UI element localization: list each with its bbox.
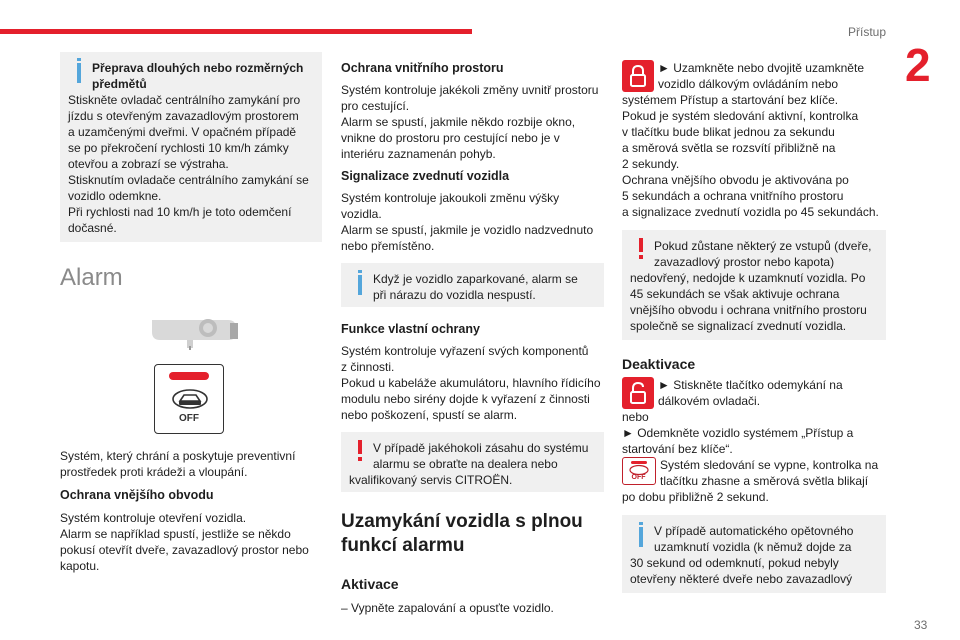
self-line: nebo poškození, spustí se alarm. xyxy=(341,408,518,422)
lift-line: vozidla. xyxy=(341,207,382,221)
chapter-number: 2 xyxy=(905,39,931,91)
off-line: tlačítku zhasne a směrová světla blikají xyxy=(660,474,869,488)
info-line: otevřeny některé dveře nebo zavazadlový xyxy=(630,572,853,586)
indicator-led xyxy=(169,372,209,380)
note-line: otevřou a zobrazí se výstraha. xyxy=(68,157,229,171)
warn-line: zavazadlový prostor nebo kapota) xyxy=(654,255,835,269)
lock-line: systémem Přístup a startování bez klíče. xyxy=(622,93,839,107)
activation-step: – Vypněte zapalování a opusťte vozidlo. xyxy=(341,601,554,615)
car-shield-icon xyxy=(171,387,209,411)
info-line: při nárazu do vozidla nespustí. xyxy=(373,288,536,302)
info-icon xyxy=(639,522,643,525)
deact-line: nebo xyxy=(622,410,649,424)
note-line: Stisknutím ovladače centrálního zamykání se xyxy=(68,173,309,187)
info-icon xyxy=(358,270,362,273)
warning-note-open-entry xyxy=(622,230,886,340)
lock-button-icon xyxy=(622,60,654,92)
outer-line: Alarm se například spustí, jestliže se někdo xyxy=(60,527,291,541)
warning-icon xyxy=(637,238,645,260)
lock-line: a směrová světla se rozsvítí přibližně na xyxy=(622,141,836,155)
off-small-label: OFF xyxy=(631,474,646,481)
lock-line: v tlačítku bude blikat jednou za sekundu xyxy=(622,125,835,139)
open-padlock-icon xyxy=(622,377,654,409)
lock-line: 2 sekundy. xyxy=(622,157,680,171)
lift-line: Alarm se spustí, jakmile je vozidlo nadzvednuto xyxy=(341,223,594,237)
note-line: dočasné. xyxy=(68,221,117,235)
info-icon xyxy=(77,58,81,61)
warn-line: alarmu se obraťte na dealera nebo xyxy=(373,457,558,471)
alarm-button-illustration xyxy=(60,364,322,438)
intro-line: Systém, který chrání a poskytuje preventivní xyxy=(60,449,296,463)
inner-line: Alarm se spustí, jakmile někdo rozbije okno, xyxy=(341,115,576,129)
alarm-off-button xyxy=(154,364,224,434)
warn-line: 45 sekundách se však aktivuje ochrana xyxy=(630,287,840,301)
note-line: se po překročení rychlosti 10 km/h zámky xyxy=(68,141,289,155)
note-line: a uzamčenými dveřmi. V opačném případě xyxy=(68,125,297,139)
outer-protection-heading: Ochrana vnějšího obvodu xyxy=(60,488,214,502)
self-protection-heading: Funkce vlastní ochrany xyxy=(341,322,480,336)
column-2 xyxy=(341,60,604,616)
warning-icon xyxy=(356,440,364,462)
off-line: po dobu přibližně 2 sekund. xyxy=(622,490,769,504)
lift-line: nebo přemístěno. xyxy=(341,239,435,253)
note-line: jízdu s otevřeným zavazadlovým prostorem xyxy=(68,109,299,123)
inner-line: pro cestující. xyxy=(341,99,410,113)
mirror-sensor-icon xyxy=(60,310,322,354)
warn-line: V případě jakéhokoli zásahu do systému xyxy=(373,441,589,455)
warn-line: vnějšího obvodu i ochrana vnitřního prostoru xyxy=(630,303,867,317)
info-note-relock xyxy=(622,515,886,593)
self-line: Systém kontroluje vyřazení svých komponentů xyxy=(341,344,589,358)
lock-line: Ochrana vnějšího obvodu je aktivována po xyxy=(622,173,849,187)
self-line: Pokud u kabeláže akumulátoru, hlavního řídicího xyxy=(341,376,601,390)
alarm-off-small-icon xyxy=(622,457,656,485)
lift-line: Systém kontroluje jakoukoli změnu výšky xyxy=(341,191,560,205)
deact-line: ► Odemkněte vozidlo systémem „Přístup a xyxy=(622,426,854,440)
deactivation-heading: Deaktivace xyxy=(622,356,696,372)
outer-line: Systém kontroluje otevření vozidla. xyxy=(60,511,247,525)
outer-line: kapotu. xyxy=(60,559,100,573)
note-line: Stiskněte ovladač centrálního zamykání pro xyxy=(68,93,301,107)
note-line: vozidlo odemkne. xyxy=(68,189,162,203)
deact-step: dálkovém ovladači. xyxy=(658,394,761,408)
activation-heading: Aktivace xyxy=(341,576,399,592)
lift-detection-heading: Signalizace zvednutí vozidla xyxy=(341,169,510,183)
info-line: 30 sekund od odemknutí, pokud nebyly xyxy=(630,556,839,570)
note-title: Přeprava dlouhých nebo rozměrných předmětů xyxy=(92,61,304,91)
chapter-color-bar xyxy=(0,29,472,34)
inner-protection-heading: Ochrana vnitřního prostoru xyxy=(341,61,504,75)
info-line: Když je vozidlo zaparkované, alarm se xyxy=(373,272,578,286)
info-line: V případě automatického opětovného xyxy=(654,524,854,538)
outer-line: pokusí otevřít dveře, zavazadlový prostor nebo xyxy=(60,543,309,557)
self-line: modulu nebo sirény dojde k vyřazení z činnosti xyxy=(341,392,590,406)
warn-line: nedovřený, nedojde k uzamknutí vozidla. Po xyxy=(630,271,866,285)
unlock-button-icon xyxy=(622,377,654,409)
inner-line: interiéru zaznamenán pohyb. xyxy=(341,147,496,161)
intro-line: prostředek proti krádeži a vloupání. xyxy=(60,465,248,479)
locking-heading-line1: Uzamykání vozidla s plnou xyxy=(341,511,583,532)
column-1 xyxy=(60,52,322,574)
section-name: Přístup xyxy=(847,25,886,39)
deact-step: ► Stiskněte tlačítko odemykání na xyxy=(658,378,843,392)
column-3 xyxy=(622,60,886,593)
lock-line: 5 sekundách a ochrana vnitřního prostoru xyxy=(622,189,844,203)
info-note-transport xyxy=(60,52,322,242)
warn-line: kvalifikovaný servis CITROËN. xyxy=(349,473,513,487)
warning-note-service xyxy=(341,432,604,492)
note-line: Při rychlosti nad 10 km/h je toto odemčení xyxy=(68,205,292,219)
page-number: 33 xyxy=(914,618,928,632)
rearview-mirror-illustration xyxy=(60,310,322,354)
self-line: z činnosti. xyxy=(341,360,395,374)
deact-line: startování bez klíče“. xyxy=(622,442,733,456)
lock-line: Pokud je systém sledování aktivní, kontrolka xyxy=(622,109,859,123)
padlock-icon xyxy=(622,60,654,92)
lock-step: vozidlo dálkovým ovládáním nebo xyxy=(658,77,839,91)
info-note-parking xyxy=(341,263,604,307)
locking-heading-line2: funkcí alarmu xyxy=(341,535,465,556)
off-label: OFF xyxy=(179,413,199,424)
lock-line: a signalizace zvednutí vozidla po 45 sekundách. xyxy=(622,205,879,219)
info-line: uzamknutí vozidla (k němuž dojde za xyxy=(654,540,852,554)
lock-step: ► Uzamkněte nebo dvojitě uzamkněte xyxy=(658,61,864,75)
alarm-heading: Alarm xyxy=(60,264,123,291)
off-line: Systém sledování se vypne, kontrolka na xyxy=(660,458,879,472)
inner-line: Systém kontroluje jakékoli změny uvnitř prostoru xyxy=(341,83,599,97)
warn-line: společně se signalizací zvednutí vozidla. xyxy=(630,319,847,333)
inner-line: vnikne do prostoru pro cestující nebo je v xyxy=(341,131,560,145)
warn-line: Pokud zůstane některý ze vstupů (dveře, xyxy=(654,239,872,253)
